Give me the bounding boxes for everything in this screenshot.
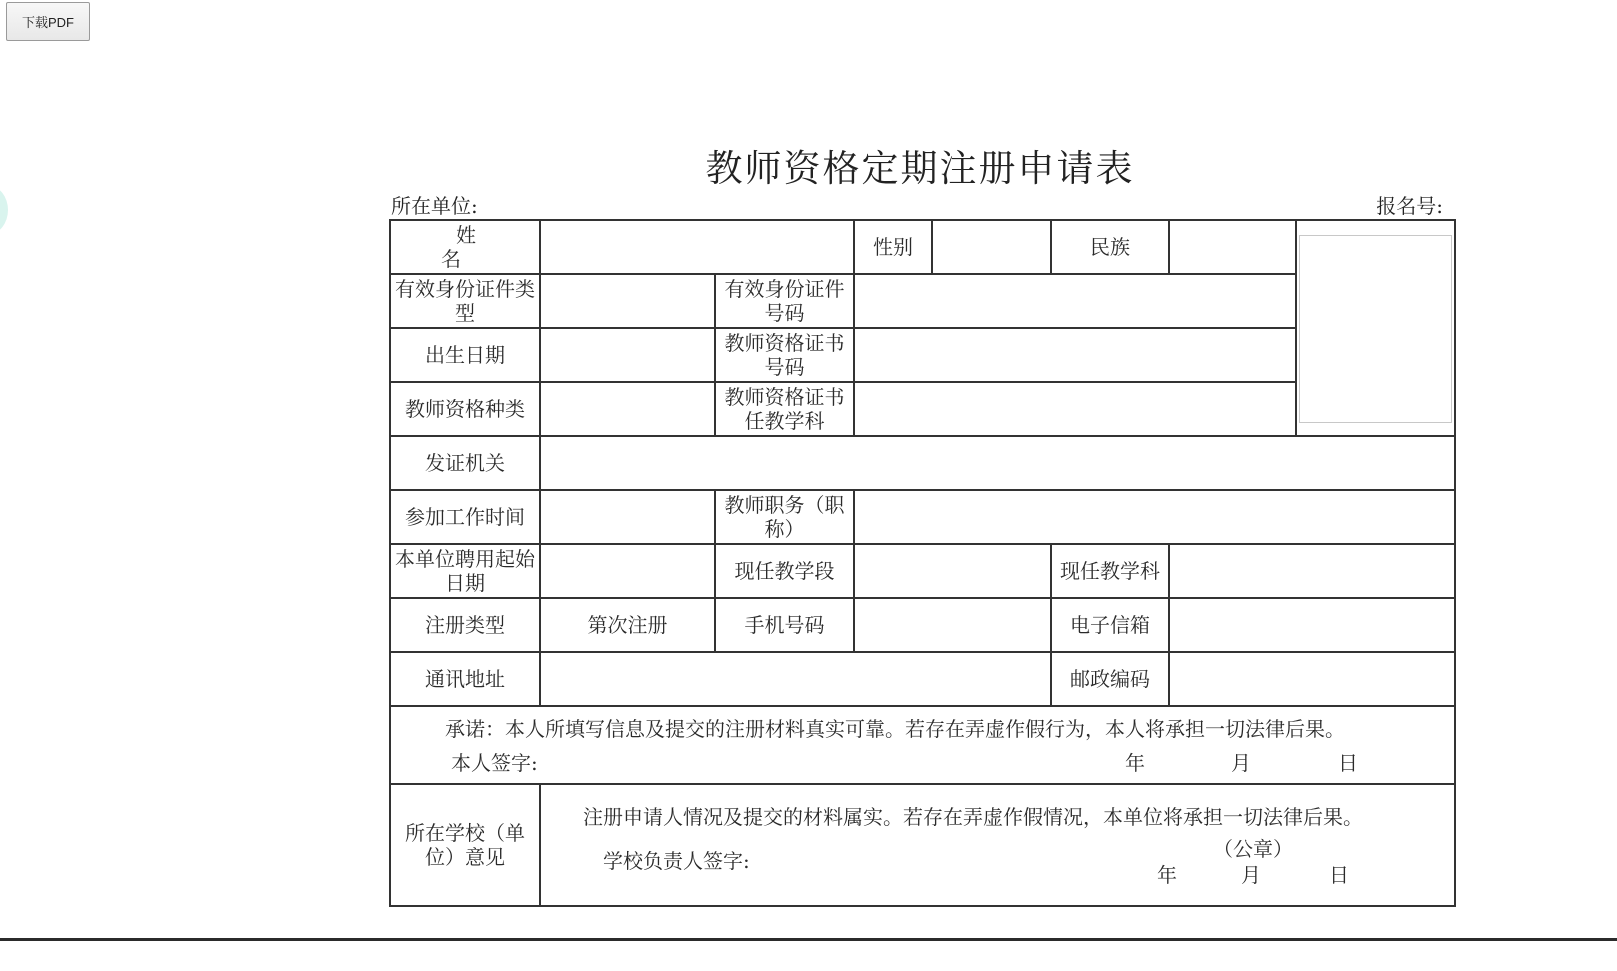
id-type-label: 有效身份证件类型: [390, 274, 540, 328]
unit-label: 所在单位:: [391, 194, 478, 218]
title-rank-value-cell[interactable]: [854, 490, 1455, 544]
hire-start-value-cell[interactable]: [540, 544, 715, 598]
registration-form-table: [389, 219, 1456, 907]
current-stage-label: 现任教学段: [715, 544, 854, 598]
principal-signature-label: 学校负责人签字:: [603, 849, 750, 873]
pledge-year-label: 年: [1125, 751, 1145, 775]
photo-cell: [1296, 220, 1455, 436]
page-bottom-border: [0, 938, 1617, 941]
photo-frame: [1299, 235, 1452, 423]
cert-type-value-cell[interactable]: [540, 382, 715, 436]
form-title: 教师资格定期注册申请表: [705, 147, 1135, 190]
official-seal-label: （公章）: [1213, 837, 1293, 861]
ethnicity-label: 民族: [1051, 220, 1169, 274]
side-float-widget[interactable]: [0, 186, 8, 234]
id-type-value-cell[interactable]: [540, 274, 715, 328]
current-subject-label: 现任教学科: [1051, 544, 1169, 598]
id-number-label: 有效身份证件号码: [715, 274, 854, 328]
opinion-year-label: 年: [1157, 863, 1177, 887]
work-start-value-cell[interactable]: [540, 490, 715, 544]
address-label: 通讯地址: [390, 652, 540, 706]
pledge-text: 承诺：本人所填写信息及提交的注册材料真实可靠。若存在弄虚作假行为，本人将承担一切法律后果。: [445, 717, 1345, 741]
opinion-day-label: 日: [1329, 863, 1349, 887]
issuing-authority-label: 发证机关: [390, 436, 540, 490]
opinion-month-label: 月: [1241, 863, 1261, 887]
pledge-cell: [390, 706, 1455, 784]
applicant-signature-label: 本人签字:: [451, 751, 538, 775]
cert-number-label: 教师资格证书号码: [715, 328, 854, 382]
birth-date-value-cell[interactable]: [540, 328, 715, 382]
reg-type-label: 注册类型: [390, 598, 540, 652]
name-label: 姓 名: [390, 220, 540, 274]
hire-start-label: 本单位聘用起始日期: [390, 544, 540, 598]
school-opinion-label: 所在学校（单位）意见: [390, 784, 540, 906]
pledge-day-label: 日: [1338, 751, 1358, 775]
download-pdf-button[interactable]: 下载PDF: [6, 2, 90, 41]
phone-value-cell[interactable]: [854, 598, 1051, 652]
current-stage-value-cell[interactable]: [854, 544, 1051, 598]
cert-type-label: 教师资格种类: [390, 382, 540, 436]
address-value-cell[interactable]: [540, 652, 1051, 706]
gender-label: 性别: [854, 220, 932, 274]
postcode-label: 邮政编码: [1051, 652, 1169, 706]
postcode-value-cell[interactable]: [1169, 652, 1455, 706]
issuing-authority-value-cell[interactable]: [540, 436, 1455, 490]
title-rank-label: 教师职务（职称）: [715, 490, 854, 544]
registration-number-label: 报名号:: [1376, 194, 1443, 218]
school-opinion-cell: [540, 784, 1455, 906]
gender-value-cell[interactable]: [932, 220, 1051, 274]
cert-number-value-cell[interactable]: [854, 328, 1296, 382]
phone-label: 手机号码: [715, 598, 854, 652]
cert-subject-value-cell[interactable]: [854, 382, 1296, 436]
birth-date-label: 出生日期: [390, 328, 540, 382]
reg-type-value: 第次注册: [540, 598, 715, 652]
cert-subject-label: 教师资格证书任教学科: [715, 382, 854, 436]
pledge-month-label: 月: [1231, 751, 1251, 775]
work-start-label: 参加工作时间: [390, 490, 540, 544]
email-label: 电子信箱: [1051, 598, 1169, 652]
id-number-value-cell[interactable]: [854, 274, 1296, 328]
current-subject-value-cell[interactable]: [1169, 544, 1455, 598]
school-opinion-text: 注册申请人情况及提交的材料属实。若存在弄虚作假情况，本单位将承担一切法律后果。: [583, 805, 1363, 829]
ethnicity-value-cell[interactable]: [1169, 220, 1296, 274]
email-value-cell[interactable]: [1169, 598, 1455, 652]
